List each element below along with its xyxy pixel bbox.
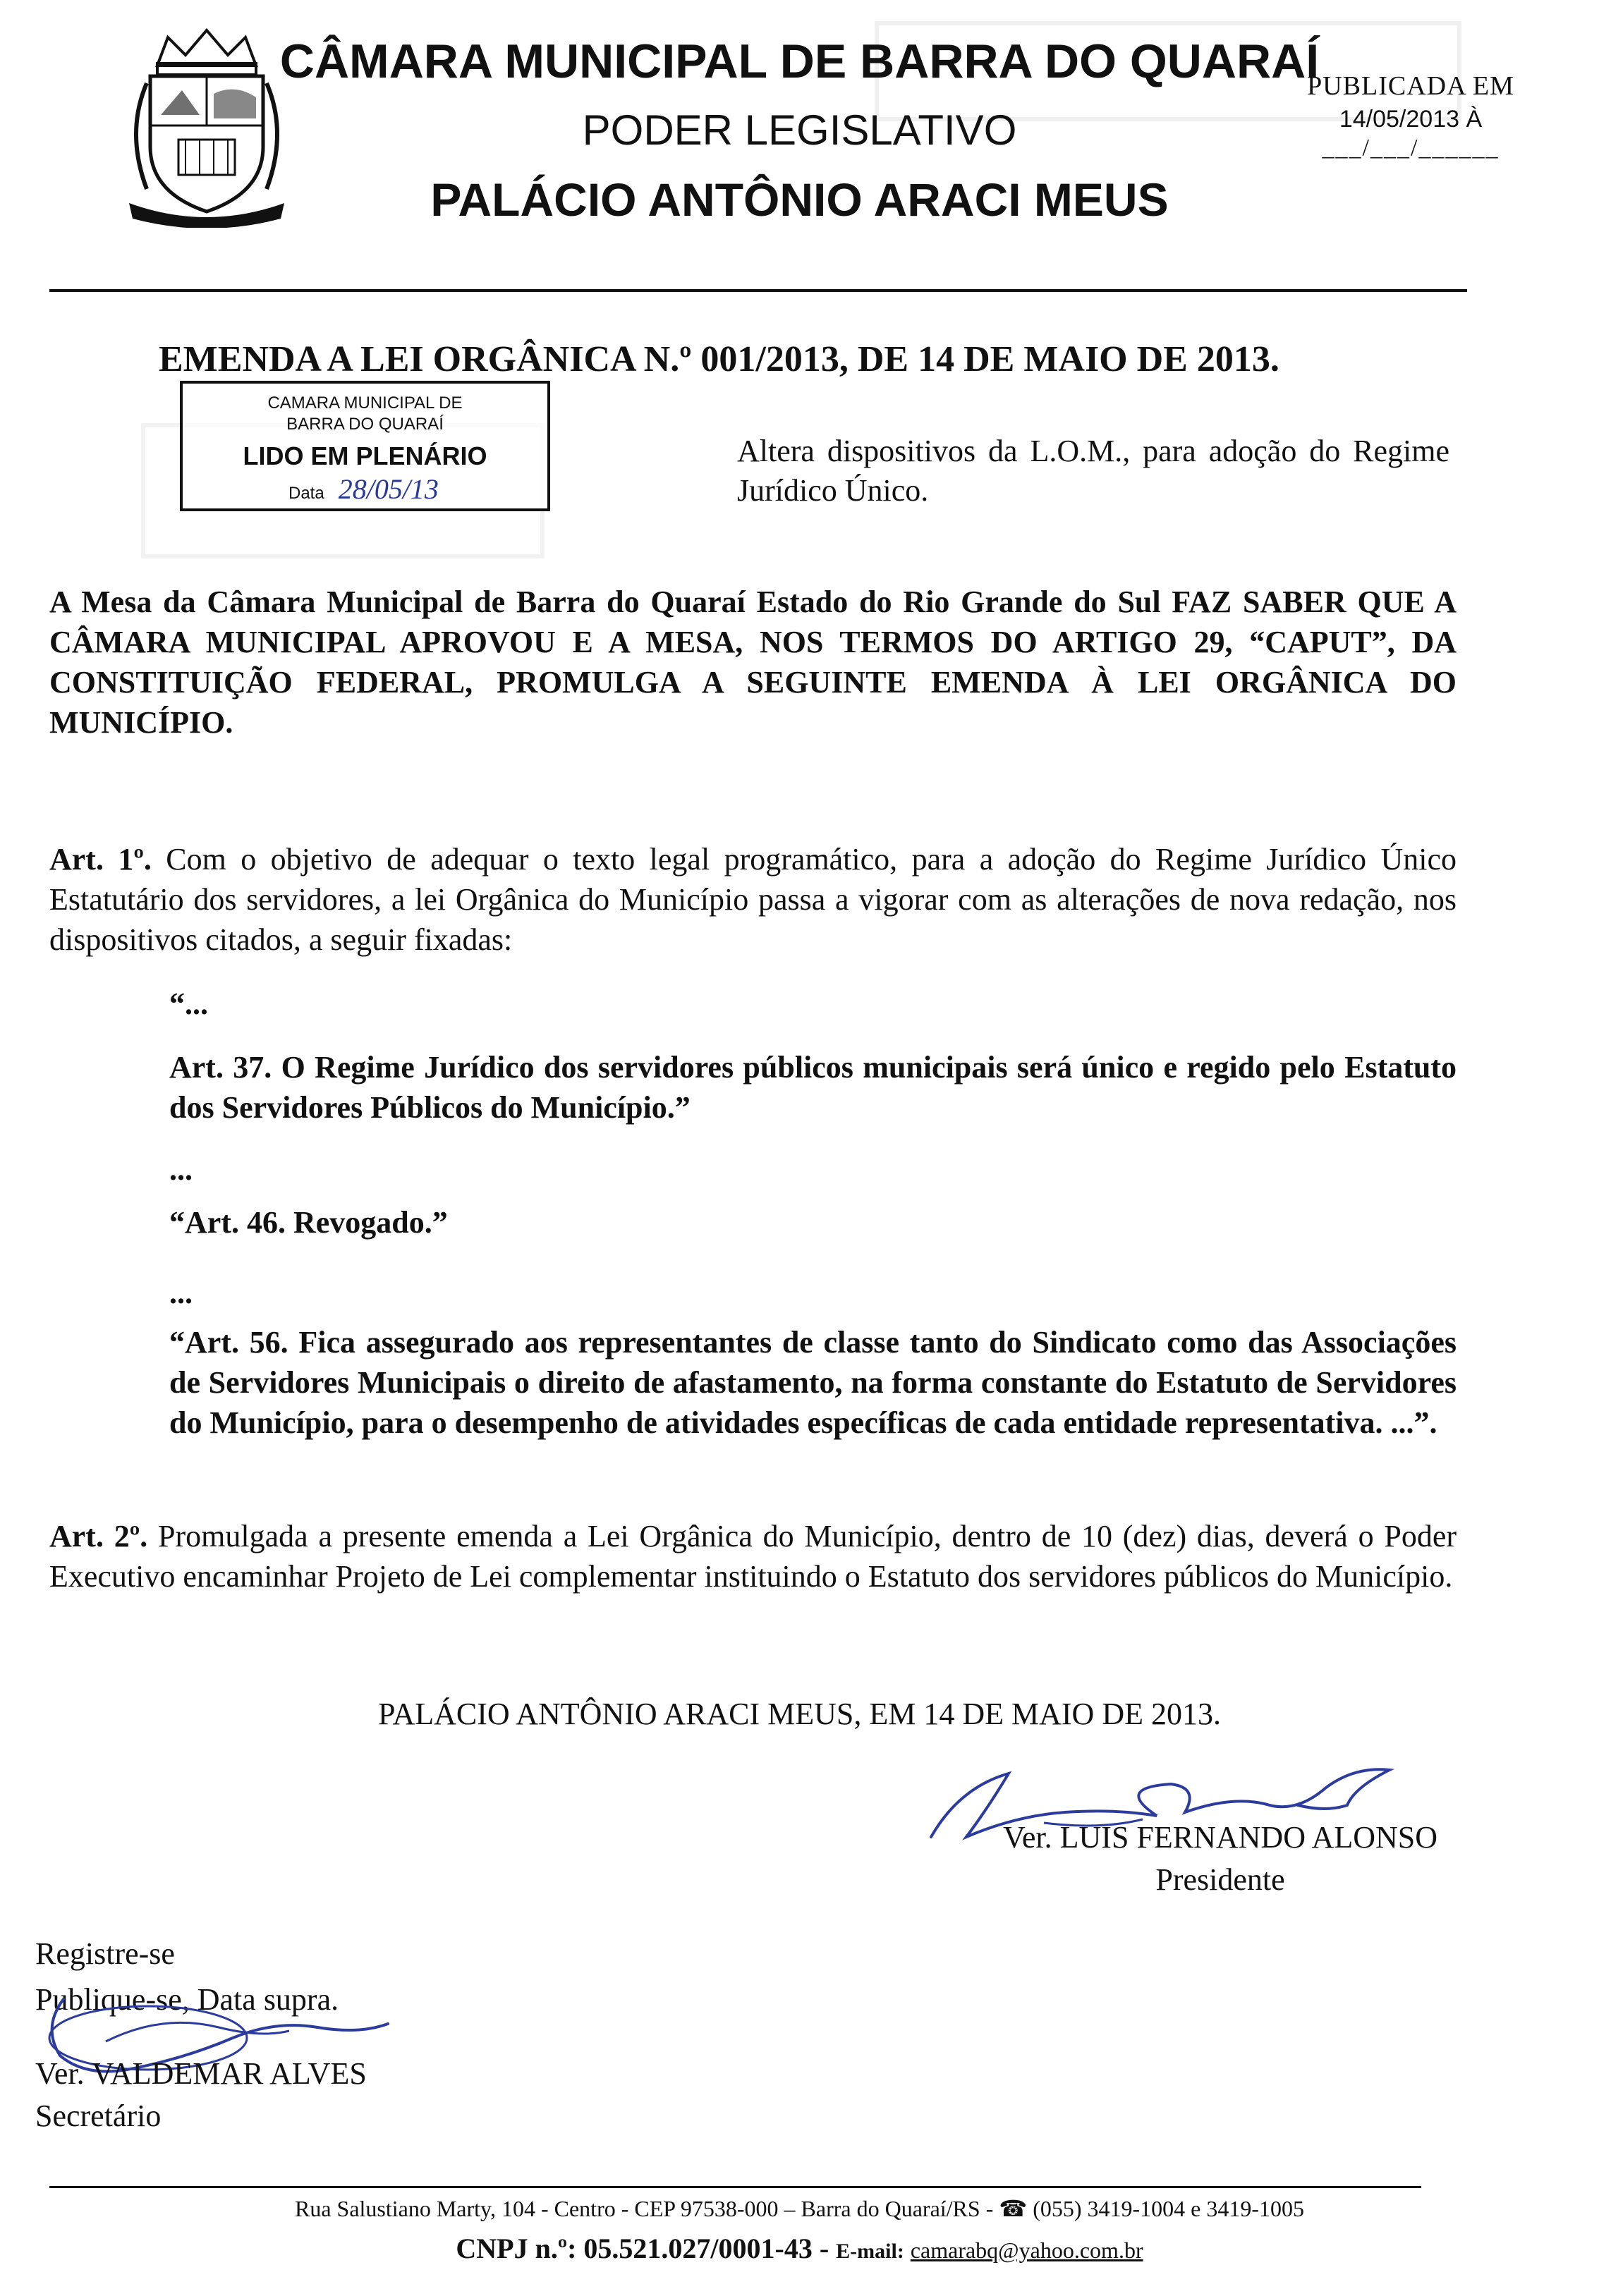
- publication-date: 14/05/2013 À: [1339, 106, 1483, 133]
- article-text: Promulgada a presente emenda a Lei Orgânica do Município, dentro de 10 (dez) dias, deverá o Poder Executivo encaminhar Projeto de Lei complementar instituindo o Estatuto dos servidores públicos do Município.: [49, 1519, 1457, 1594]
- stamp-date: [183, 472, 547, 506]
- president-role: Presidente: [1155, 1862, 1285, 1897]
- publication-label: PUBLICADA EM: [1307, 71, 1514, 101]
- article-text: Com o objetivo de adequar o texto legal programático, para a adoção do Regime Jurídico Único Estatutário dos servidores, a lei Orgânica do Município passa a vigorar com as alterações de nova redação, nos dispositivos citados, a seguir fixadas:: [49, 842, 1457, 957]
- article-label: Art. 1º.: [49, 842, 152, 877]
- footer-separator: -: [812, 2233, 837, 2264]
- ellipsis: ...: [169, 1152, 193, 1187]
- institution-name: CÂMARA MUNICIPAL DE BARRA DO QUARAÍ: [279, 35, 1320, 88]
- register-line: Registre-se: [35, 1936, 175, 1971]
- closing-line: PALÁCIO ANTÔNIO ARACI MEUS, EM 14 DE MAIO DE 2013.: [378, 1697, 1221, 1731]
- footer-cnpj: CNPJ n.º: 05.521.027/0001-43: [456, 2233, 813, 2264]
- quote-open: “...: [169, 987, 208, 1021]
- secretary-name: Ver. VALDEMAR ALVES: [35, 2056, 367, 2091]
- preamble: A Mesa da Câmara Municipal de Barra do Quaraí Estado do Rio Grande do Sul FAZ SABER QUE A CÂMARA MUNICIPAL APROVOU E A MESA, NOS TERMOS DO ARTIGO 29, “CAPUT”, DA CONSTITUIÇÃO FEDERAL, PROMULGA A SEGUINTE EMENDA À LEI ORGÂNICA DO MUNICÍPIO.: [49, 585, 1457, 740]
- footer-email-label: E-mail:: [836, 2240, 904, 2263]
- publication-blank: ___/___/______: [1322, 135, 1500, 161]
- footer-email-link[interactable]: camarabq@yahoo.com.br: [910, 2237, 1143, 2263]
- amended-article-46: “Art. 46. Revogado.”: [169, 1205, 448, 1240]
- publication-notice: [1270, 71, 1552, 161]
- footer-address: Rua Salustiano Marty, 104 - Centro - CEP 97538-000 – Barra do Quaraí/RS - ☎ (055) 3419-1004 e 3419-1005: [294, 2196, 1305, 2221]
- stamp-date-label: Data: [288, 484, 324, 503]
- footer-divider: [49, 2186, 1421, 2188]
- header-divider: [49, 289, 1467, 292]
- institution-branch: PODER LEGISLATIVO: [582, 106, 1017, 154]
- article-1: [49, 839, 1457, 960]
- stamp-heading: LIDO EM PLENÁRIO: [243, 441, 487, 470]
- footer-contact: [0, 2232, 1599, 2265]
- ellipsis: ...: [169, 1276, 193, 1310]
- stamp-line: BARRA DO QUARAÍ: [286, 415, 444, 434]
- amended-article-37: Art. 37. O Regime Jurídico dos servidores públicos municipais será único e regido pelo Estatuto dos Servidores Públicos do Município.”: [169, 1050, 1457, 1125]
- president-name: Ver. LUIS FERNANDO ALONSO: [1002, 1820, 1438, 1855]
- ementa: Altera dispositivos da L.O.M., para adoção do Regime Jurídico Único.: [737, 434, 1449, 508]
- reading-stamp: [180, 381, 550, 511]
- document-title: EMENDA A LEI ORGÂNICA N.º 001/2013, DE 14 DE MAIO DE 2013.: [159, 339, 1279, 379]
- article-2: [49, 1516, 1457, 1596]
- secretary-role: Secretário: [35, 2099, 162, 2133]
- stamp-date-value: 28/05/13: [338, 473, 439, 505]
- amended-article-56: “Art. 56. Fica assegurado aos representantes de classe tanto do Sindicato como das Associações de Servidores Municipais o direito de afastamento, na forma constante do Estatuto de Servidores do Município, para o desempenho de atividades específicas de cada entidade representativa. ...”.: [169, 1325, 1457, 1440]
- article-label: Art. 2º.: [49, 1519, 148, 1553]
- stamp-line: CAMARA MUNICIPAL DE: [267, 393, 463, 413]
- institution-palace: PALÁCIO ANTÔNIO ARACI MEUS: [430, 173, 1169, 226]
- publish-line: Publique-se, Data supra.: [35, 1982, 339, 2017]
